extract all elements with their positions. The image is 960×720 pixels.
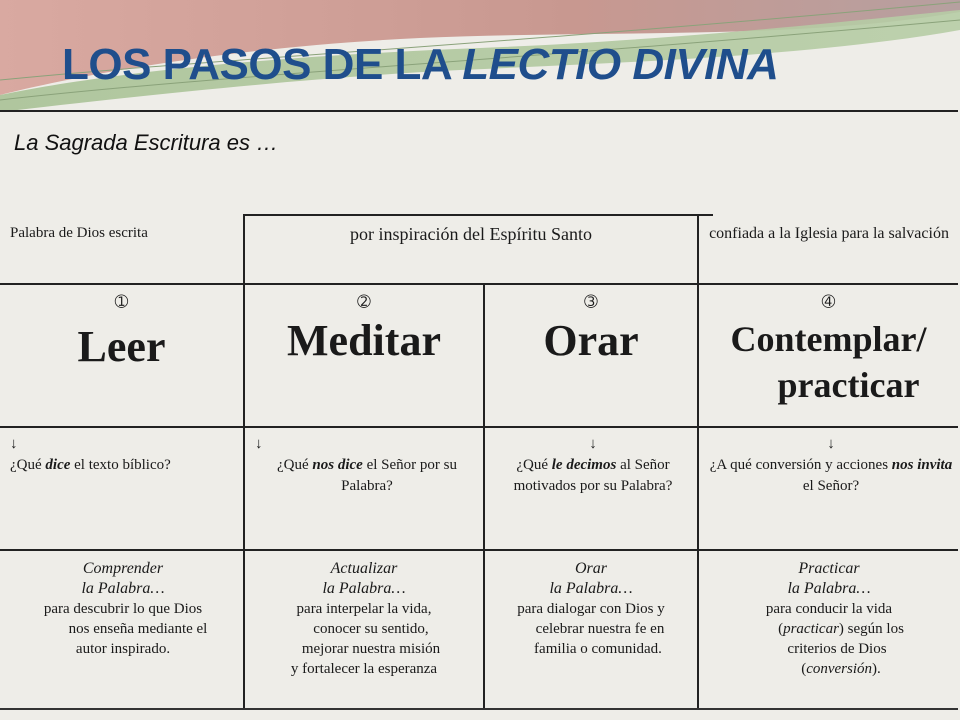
bottom-cell-3 [486,559,696,659]
row-divider [245,214,713,216]
bottom-line: familia o comunidad. [534,641,662,657]
col-divider [243,214,245,708]
bottom-lead: Orar [574,560,607,577]
arrow-down-icon: ↓ [589,436,597,452]
bottom-lead: la Palabra… [787,580,871,597]
bottom-line: (practicar) según los [778,621,904,637]
row-divider [0,549,958,551]
title-text: LOS PASOS DE LA [62,40,463,89]
step-number: ➃ [821,294,836,311]
bottom-line: conocer su sentido, [313,621,429,637]
step-contemplar [699,292,958,408]
page-title [62,40,778,90]
table-header [0,112,958,215]
step-meditar [245,292,483,366]
row-divider [0,283,958,285]
step-number: ➀ [114,294,129,311]
bottom-cell-2 [246,559,482,679]
bottom-lead: Comprender [82,560,164,577]
bottom-cell-1 [4,559,242,659]
step-number: ➂ [584,294,598,311]
row2-cell-1 [10,224,240,243]
bottom-lead: la Palabra… [549,580,633,597]
bottom-line: mejorar nuestra misión [301,641,441,657]
arrow-down-icon: ↓ [10,436,18,452]
question-4 [706,434,956,497]
step-label: Leer [77,322,166,371]
bottom-line: y fortalecer la esperanza [290,661,438,677]
step-leer [0,292,243,372]
step-number: ➁ [357,294,371,311]
step-label: Contemplar/ [730,319,927,359]
bottom-line: nos enseña mediante el [68,621,208,637]
row2-text: por inspiración del Espíritu Santo [350,224,592,244]
arrow-down-icon: ↓ [827,436,835,452]
bottom-lead: Practicar [798,560,860,577]
bottom-cell-4 [700,559,958,679]
step-label: Meditar [287,316,441,365]
col-divider [697,214,699,708]
question-text: ¿Qué le decimos al Señor motivados por su Palabra? [513,457,673,494]
title-italic-text: LECTIO DIVINA [462,40,779,89]
bottom-line: para conducir la vida [765,601,893,617]
question-text: ¿Qué dice el texto bíblico? [10,457,171,473]
arrow-down-icon: ↓ [255,436,263,452]
row2-text: confiada a la Iglesia para la salvación [709,225,949,242]
row-divider [0,426,958,428]
bottom-lead: la Palabra… [322,580,406,597]
row2-cell-2 [246,224,696,245]
bottom-line: para descubrir lo que Dios [43,601,203,617]
lectio-table [0,110,958,710]
row2-cell-3 [704,222,954,246]
bottom-line: autor inspirado. [75,641,171,657]
step-label: Orar [543,316,639,365]
bottom-line: criterios de Dios [787,641,887,657]
question-text: ¿A qué conversión y acciones nos invita el Señor? [709,457,953,494]
bottom-line: (conversión). [801,661,881,677]
question-3 [490,434,696,497]
step-orar [485,292,697,366]
question-text: ¿Qué nos dice el Señor por su Palabra? [277,457,457,494]
question-2 [255,434,479,497]
bottom-line: celebrar nuestra fe en [535,621,665,637]
row2-text: Palabra de Dios escrita [10,225,148,241]
bottom-lead: Actualizar [330,560,398,577]
header-text: La Sagrada Escritura es … [14,130,279,155]
step-label: practicar [777,365,920,405]
bottom-lead: la Palabra… [81,580,165,597]
bottom-line: para dialogar con Dios y [517,601,665,617]
question-1 [10,434,242,476]
bottom-line: para interpelar la vida, [296,601,432,617]
